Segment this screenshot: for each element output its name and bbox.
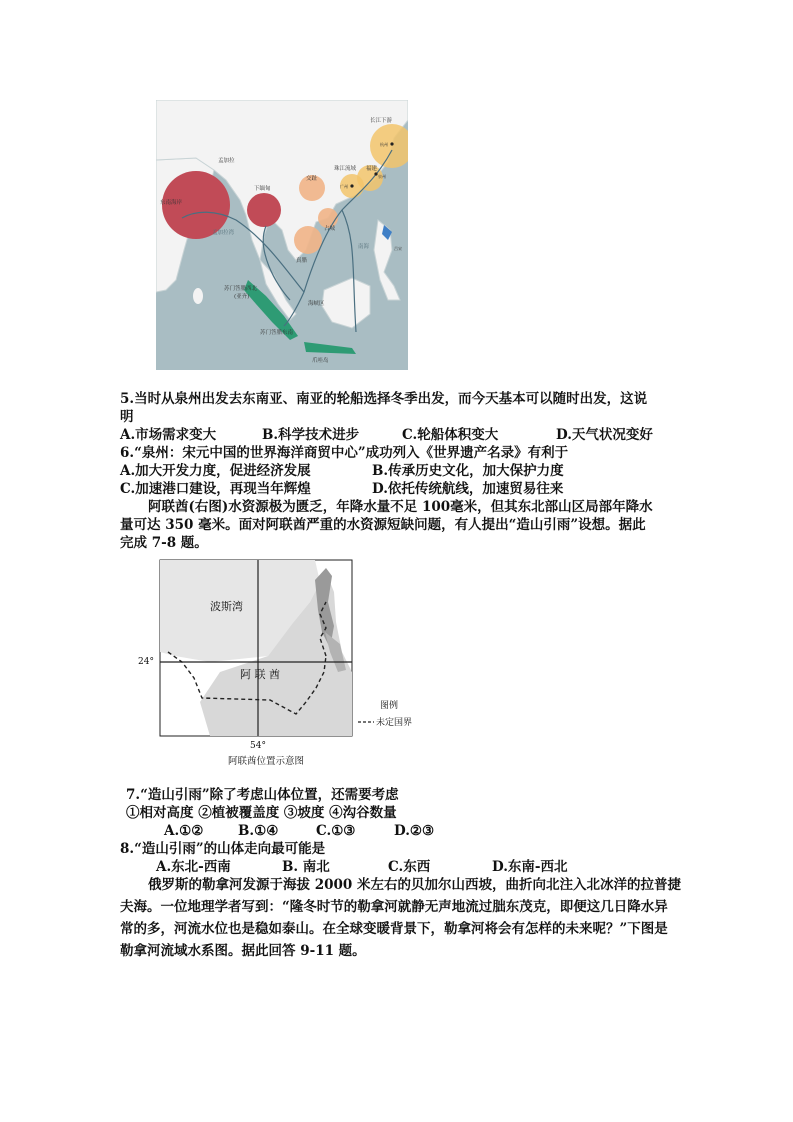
q7-option-b[interactable]: B.①④ <box>238 823 279 839</box>
q6-option-c[interactable]: C.加速港口建设，再现当年辉煌 <box>120 481 311 497</box>
label-champa: 占城 <box>324 226 336 232</box>
label-fujian: 福建 <box>366 166 378 172</box>
label-lower-burma: 下缅甸 <box>254 186 271 192</box>
map2-caption: 阿联酋位置示意图 <box>228 756 305 767</box>
label-zhenla: 真腊 <box>296 258 308 264</box>
label-zhujiang: 珠江流域 <box>334 166 357 172</box>
intro-9-11-line1: 俄罗斯的勒拿河发源于海拔 2000 米左右的贝加尔山西坡，曲折向北注入北冰洋的拉普捷 <box>148 877 681 893</box>
q8-option-b[interactable]: B. 南北 <box>282 859 330 875</box>
q5-option-b[interactable]: B.科学技术进步 <box>262 427 360 443</box>
q6-option-a[interactable]: A.加大开发力度，促进经济发展 <box>120 463 311 479</box>
intro-9-11-line4: 勒拿河流域水系图。据此回答 9-11 题。 <box>120 943 366 959</box>
legend-title: 图例 <box>380 701 399 711</box>
label-bay-of-bengal: 孟加拉湾 <box>212 230 235 236</box>
q7-items: ①相对高度 ②植被覆盖度 ③坡度 ④沟谷数量 <box>126 805 397 821</box>
label-persian-gulf: 波斯湾 <box>210 600 243 613</box>
q6-option-d[interactable]: D.依托传统航线，加速贸易往来 <box>372 481 564 497</box>
label-uae: 阿 联 酋 <box>240 668 280 681</box>
label-strait: 海峡区 <box>308 301 325 307</box>
guangzhou-dot <box>350 184 353 187</box>
q8-option-a[interactable]: A.东北-西南 <box>156 859 231 875</box>
intro-9-11-line3: 常的多，河流水位也是稳如泰山。在全球变暖背景下，勒拿河将会有怎样的未来呢？”下图是 <box>120 921 668 937</box>
label-se-coast: 东南海岸 <box>160 200 183 206</box>
label-hangzhou: 杭州 <box>380 142 388 147</box>
q7-option-c[interactable]: C.①③ <box>316 823 356 839</box>
q5-stem-line1: 5.当时从泉州出发去东南亚、南亚的轮船选择冬季出发，而今天基本可以随时出发，这说 <box>120 391 648 407</box>
label-lat-24: 24° <box>138 657 154 667</box>
maritime-trade-map <box>156 100 408 370</box>
label-jiaozhi: 交趾 <box>306 176 318 182</box>
label-sumatra-nw: 苏门答腊西北 <box>224 286 258 292</box>
lower-burma-region <box>247 193 281 227</box>
legend-item: 未定国界 <box>376 718 413 728</box>
intro-7-8-line1: 阿联酋(右图)水资源极为匮乏，年降水量不足 100毫米，但其东北部山区局部年降水 <box>148 499 653 515</box>
q8-option-d[interactable]: D.东南-西北 <box>492 859 568 875</box>
q5-stem-line2: 明 <box>120 409 134 425</box>
q8-stem: 8.“造山引雨”的山体走向最可能是 <box>120 841 326 857</box>
intro-7-8-line2: 量可达 350 毫米。面对阿联酋严重的水资源短缺问题，有人提出“造山引雨”设想。据此 <box>120 517 646 533</box>
q6-stem: 6.“泉州：宋元中国的世界海洋商贸中心”成功列入《世界遗产名录》有利于 <box>120 445 569 461</box>
zhenla-region <box>294 226 322 254</box>
label-luzon: 吕宋 <box>394 246 402 251</box>
sri-lanka <box>193 288 203 304</box>
label-quanzhou: 泉州 <box>378 174 386 179</box>
label-java: 爪哇岛 <box>312 358 329 364</box>
label-south-sea: 南海 <box>358 244 370 250</box>
label-lon-54: 54° <box>250 741 266 751</box>
label-yaqi: (亚齐) <box>234 294 250 300</box>
q7-option-a[interactable]: A.①② <box>164 823 204 839</box>
hangzhou-dot <box>390 142 393 145</box>
q8-option-c[interactable]: C.东西 <box>388 859 431 875</box>
uae-location-map <box>120 552 432 774</box>
label-yangtze-lower: 长江下游 <box>370 118 393 124</box>
label-sumatra-se: 苏门答腊东南 <box>260 330 294 336</box>
label-guangzhou: 广州 <box>340 184 348 189</box>
q7-option-d[interactable]: D.②③ <box>394 823 435 839</box>
q5-option-a[interactable]: A.市场需求变大 <box>120 427 217 443</box>
q7-stem: 7.“造山引雨”除了考虑山体位置，还需要考虑 <box>126 787 399 803</box>
q6-option-b[interactable]: B.传承历史文化，加大保护力度 <box>372 463 564 479</box>
q5-option-d[interactable]: D.天气状况变好 <box>556 427 653 443</box>
label-bangladesh: 孟加拉 <box>218 158 235 164</box>
q5-option-c[interactable]: C.轮船体积变大 <box>402 427 499 443</box>
intro-7-8-line3: 完成 7-8 题。 <box>120 535 208 551</box>
champa-region <box>318 208 338 228</box>
intro-9-11-line2: 夫海。一位地理学者写到：“隆冬时节的勒拿河就静无声地流过朏东茂克，即便这几日降水异 <box>120 899 668 915</box>
